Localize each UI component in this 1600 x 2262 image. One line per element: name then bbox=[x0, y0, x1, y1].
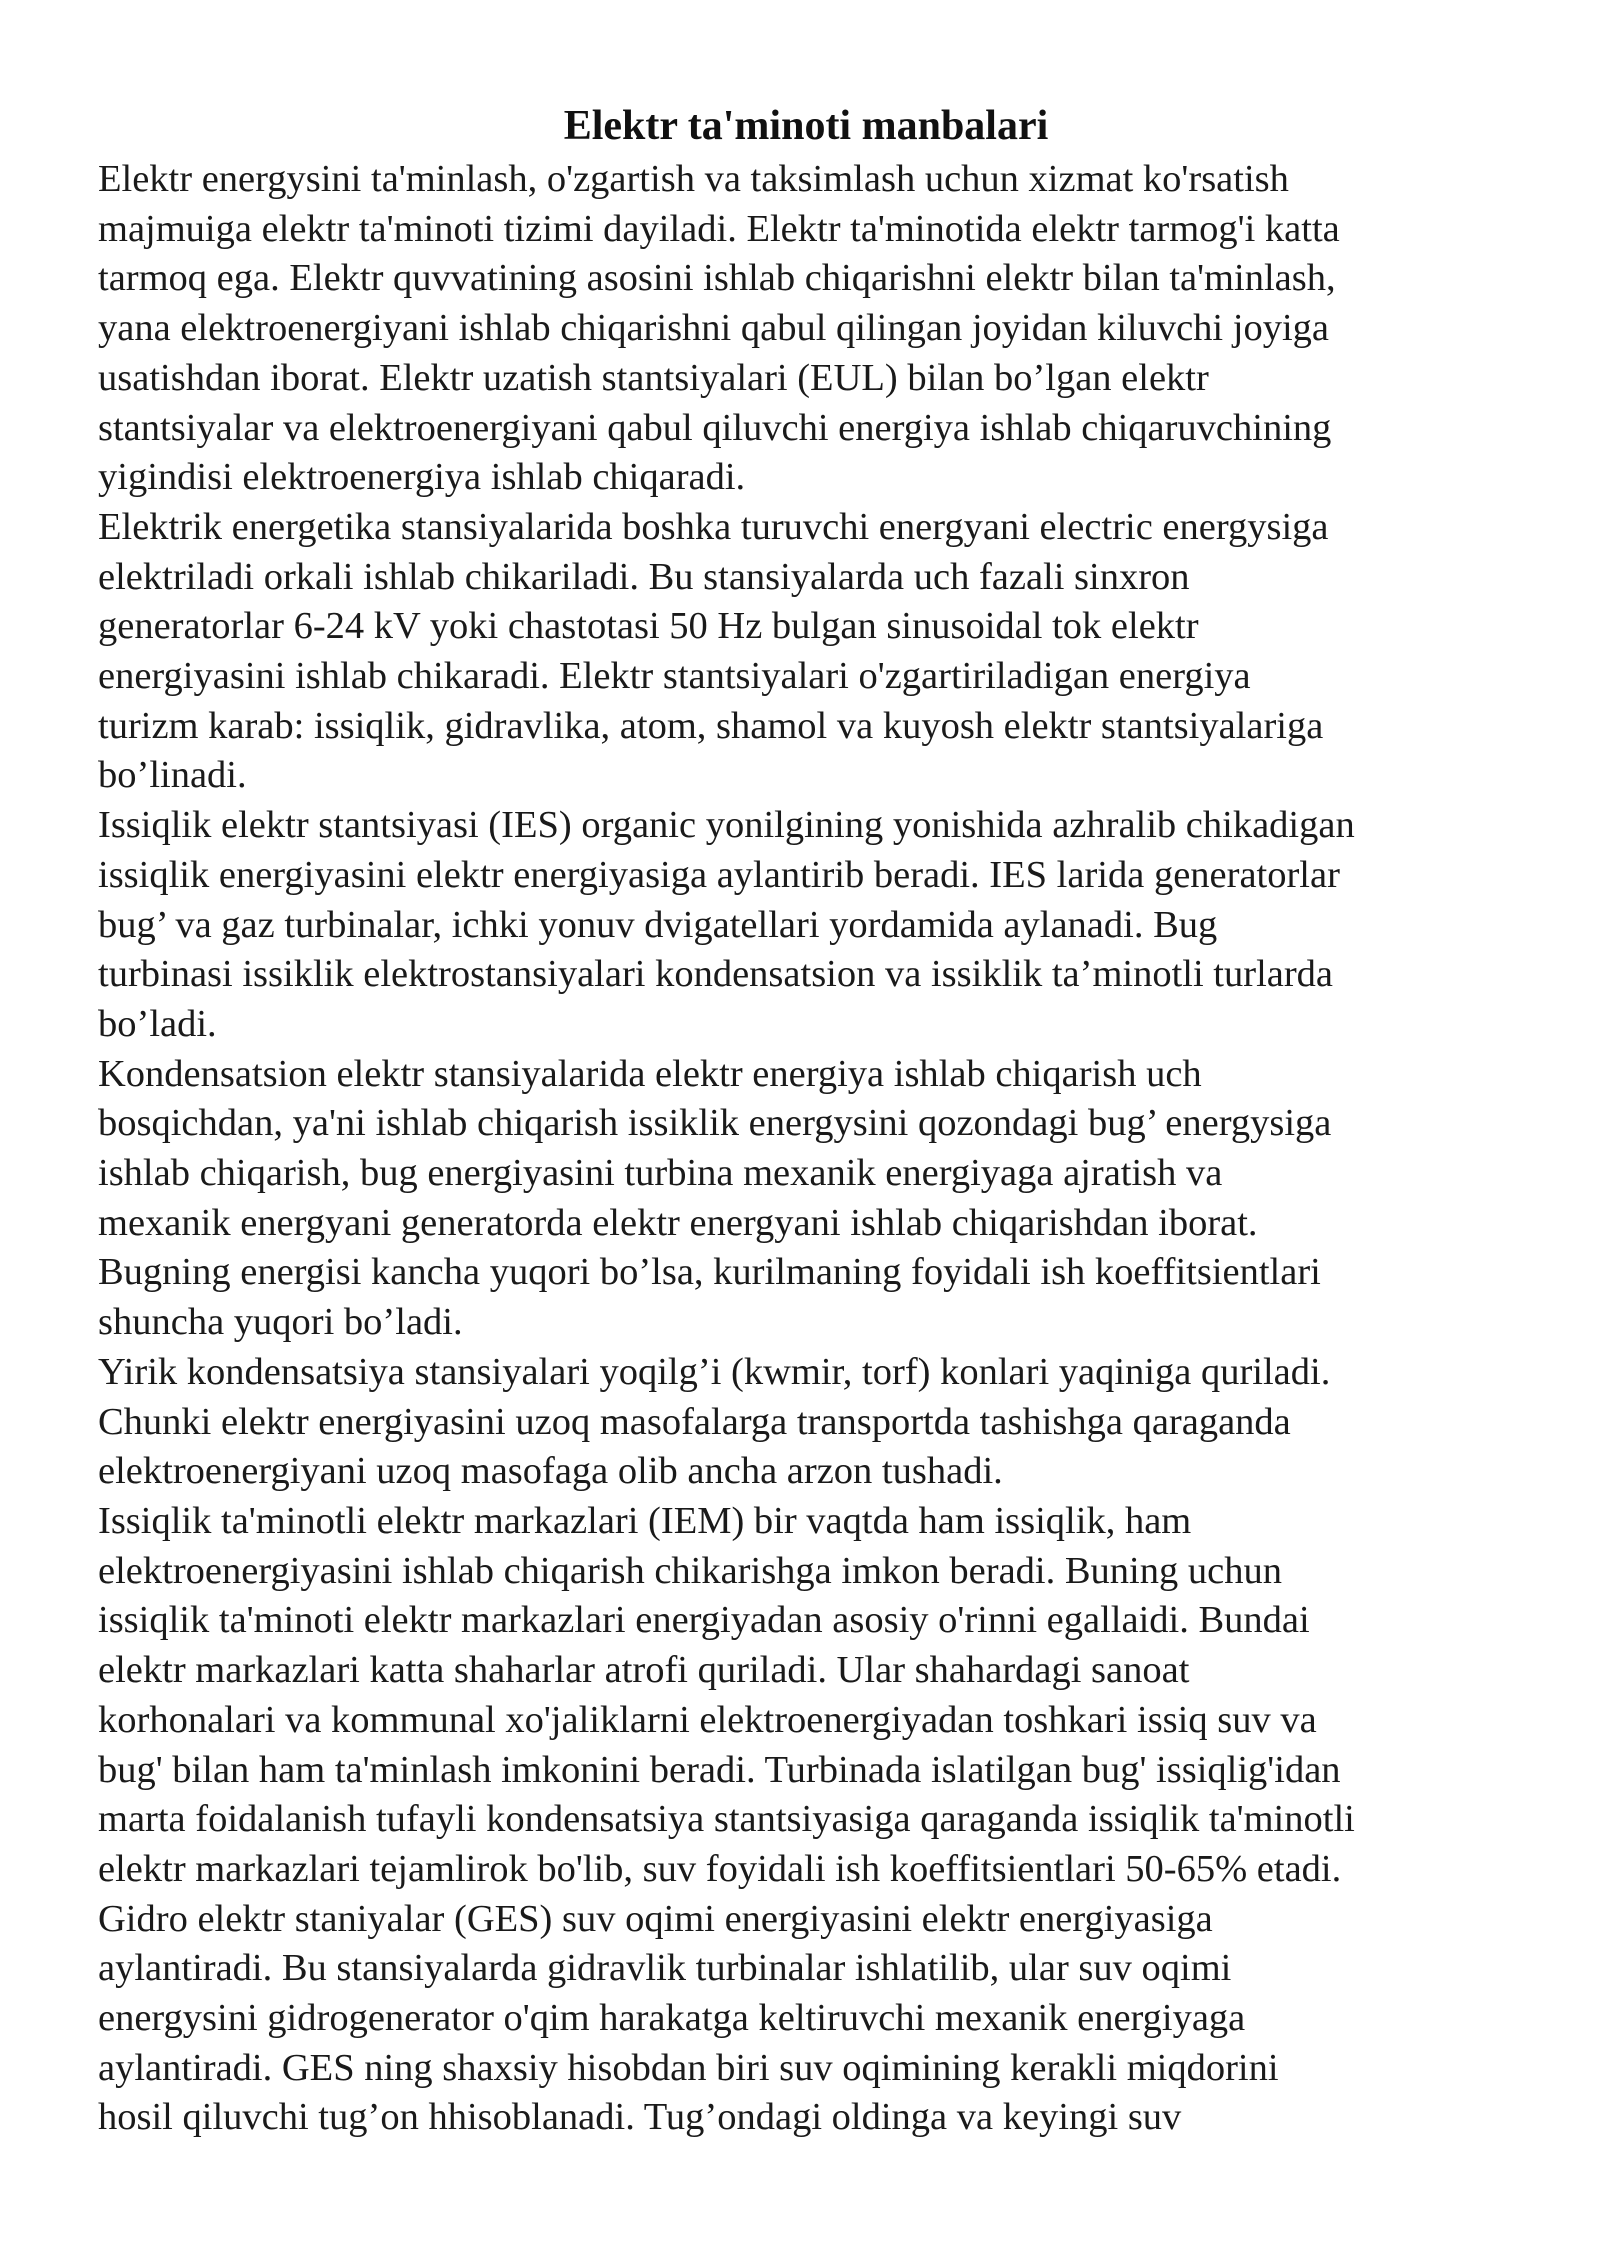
text-line: shuncha yuqori bo’ladi. bbox=[98, 1301, 463, 1344]
text-line: marta foidalanish tufayli kondensatsiya stantsiyasiga qaraganda issiqlik ta'minotli bbox=[98, 1798, 1355, 1841]
text-line: energiyasini ishlab chikaradi. Elektr stantsiyalari o'zgartiriladigan energiya bbox=[98, 655, 1251, 698]
text-line: Issiqlik ta'minotli elektr markazlari (IEM) bir vaqtda ham issiqlik, ham bbox=[98, 1499, 1192, 1542]
text-line: bo’linadi. bbox=[98, 754, 247, 797]
text-line: tarmoq ega. Elektr quvvatining asosini ishlab chiqarishni elektr bilan ta'minlash, bbox=[98, 257, 1336, 300]
text-line: Issiqlik elektr stantsiyasi (IES) organic yonilgining yonishida azhralib chikadigan bbox=[98, 804, 1355, 847]
text-line: bosqichdan, ya'ni ishlab chiqarish issiklik energysini qozondagi bug’ energysiga bbox=[98, 1102, 1332, 1145]
text-line: elektroenergiyani uzoq masofaga olib ancha arzon tushadi. bbox=[98, 1450, 1003, 1493]
text-line: elektroenergiyasini ishlab chiqarish chikarishga imkon beradi. Buning uchun bbox=[98, 1549, 1282, 1592]
text-line: Elektrik energetika stansiyalarida boshka turuvchi energyani electric energysiga bbox=[98, 505, 1329, 548]
document-body bbox=[98, 155, 1514, 2143]
text-line: bug’ va gaz turbinalar, ichki yonuv dvigatellari yordamida aylanadi. Bug bbox=[98, 903, 1218, 946]
text-line: elektr markazlari tejamlirok bo'lib, suv foyidali ish koeffitsientlari 50-65% etadi. bbox=[98, 1847, 1342, 1890]
text-line: aylantiradi. Bu stansiyalarda gidravlik turbinalar ishlatilib, ular suv oqimi bbox=[98, 1947, 1232, 1990]
text-line: turizm karab: issiqlik, gidravlika, atom, shamol va kuyosh elektr stantsiyalariga bbox=[98, 704, 1324, 747]
text-line: majmuiga elektr ta'minoti tizimi dayiladi. Elektr ta'minotida elektr tarmog'i katta bbox=[98, 207, 1340, 250]
text-line: issiqlik ta'minoti elektr markazlari energiyadan asosiy o'rinni egallaidi. Bundai bbox=[98, 1599, 1310, 1642]
text-line: yana elektroenergiyani ishlab chiqarishni qabul qilingan joyidan kiluvchi joyiga bbox=[98, 307, 1329, 350]
text-line: elektriladi orkali ishlab chikariladi. Bu stansiyalarda uch fazali sinxron bbox=[98, 555, 1190, 598]
text-line: issiqlik energiyasini elektr energiyasiga aylantirib beradi. IES larida generatorlar bbox=[98, 853, 1340, 896]
text-line: ishlab chiqarish, bug energiyasini turbina mexanik energiyaga ajratish va bbox=[98, 1152, 1223, 1195]
text-line: bo’ladi. bbox=[98, 1002, 217, 1045]
text-line: turbinasi issiklik elektrostansiyalari kondensatsion va issiklik ta’minotli turlarda bbox=[98, 953, 1334, 996]
document-title: Elektr ta'minoti manbalari bbox=[563, 103, 1049, 149]
text-line: stantsiyalar va elektroenergiyani qabul qiluvchi energiya ishlab chiqaruvchining bbox=[98, 406, 1332, 449]
text-line: Chunki elektr energiyasini uzoq masofalarga transportda tashishga qaraganda bbox=[98, 1400, 1291, 1443]
text-line: energysini gidrogenerator o'qim harakatga keltiruvchi mexanik energiyaga bbox=[98, 1997, 1246, 2040]
text-line: Yirik kondensatsiya stansiyalari yoqilg’i (kwmir, torf) konlari yaqiniga quriladi. bbox=[98, 1350, 1331, 1393]
text-line: Elektr energysini ta'minlash, o'zgartish va taksimlash uchun xizmat ko'rsatish bbox=[98, 158, 1289, 200]
text-line: korhonalari va kommunal xo'jaliklarni elektroenergiyadan toshkari issiq suv va bbox=[98, 1698, 1317, 1741]
text-line: elektr markazlari katta shaharlar atrofi quriladi. Ular shahardagi sanoat bbox=[98, 1649, 1190, 1692]
text-line: usatishdan iborat. Elektr uzatish stantsiyalari (EUL) bilan bo’lgan elektr bbox=[98, 356, 1209, 399]
text-line: Kondensatsion elektr stansiyalarida elektr energiya ishlab chiqarish uch bbox=[98, 1052, 1202, 1095]
text-line: yigindisi elektroenergiya ishlab chiqaradi. bbox=[98, 456, 746, 499]
text-line: Bugning energisi kancha yuqori bo’lsa, kurilmaning foyidali ish koeffitsientlari bbox=[98, 1251, 1321, 1294]
text-line: aylantiradi. GES ning shaxsiy hisobdan biri suv oqimining kerakli miqdorini bbox=[98, 2046, 1279, 2089]
text-line: hosil qiluvchi tug’on hhisoblanadi. Tug’ondagi oldinga va keyingi suv bbox=[98, 2096, 1182, 2139]
text-line: generatorlar 6-24 kV yoki chastotasi 50 Hz bulgan sinusoidal tok elektr bbox=[98, 605, 1199, 648]
text-line: mexanik energyani generatorda elektr energyani ishlab chiqarishdan iborat. bbox=[98, 1201, 1258, 1244]
text-line: bug' bilan ham ta'minlash imkonini beradi. Turbinada islatilgan bug' issiqlig'idan bbox=[98, 1748, 1341, 1791]
text-line: Gidro elektr staniyalar (GES) suv oqimi energiyasini elektr energiyasiga bbox=[98, 1897, 1213, 1940]
